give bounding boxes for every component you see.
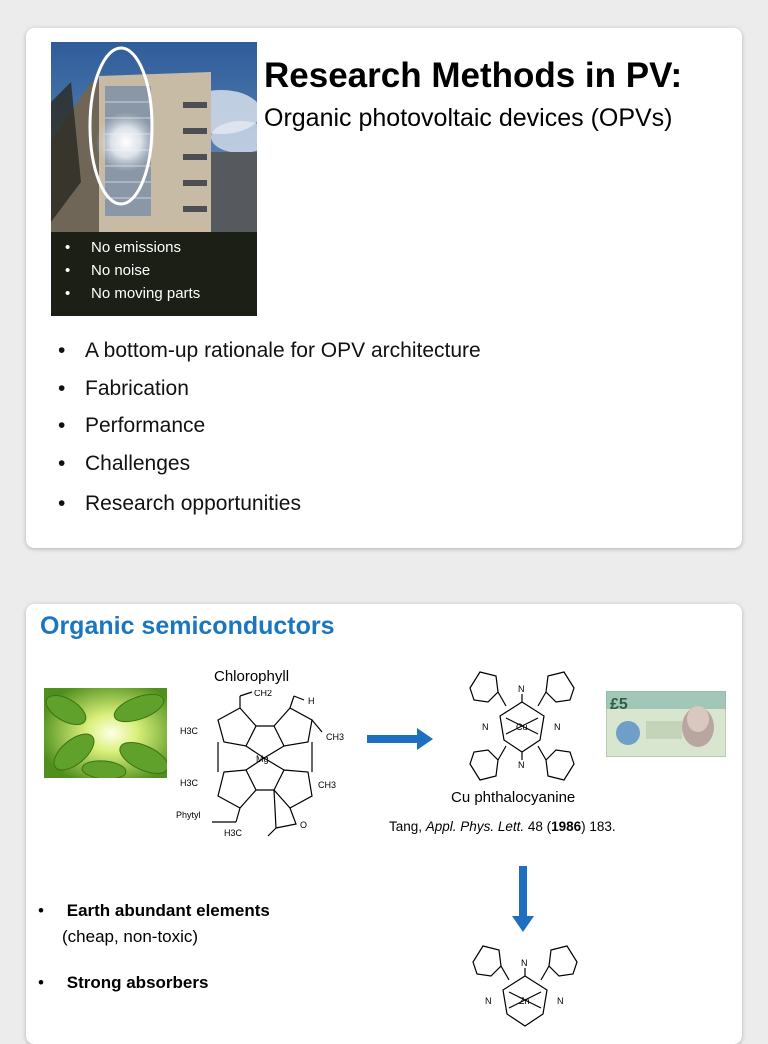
nitrogen-label: N: [482, 722, 489, 732]
properties-list: [38, 898, 270, 996]
zn-phthalocyanine-structure: [469, 944, 581, 1044]
nitrogen-label: N: [554, 722, 561, 732]
ref-author: Tang,: [389, 819, 426, 834]
photo-bullet: • No noise: [65, 259, 200, 282]
aldehyde-h-label: H: [308, 696, 315, 706]
cu-phthalocyanine-structure: [466, 670, 578, 782]
ref-pages: ) 183.: [581, 819, 616, 834]
cu-phthalocyanine-label: Cu phthalocyanine: [451, 789, 576, 806]
ref-journal: Appl. Phys. Lett.: [425, 819, 525, 834]
ref-year: 1986: [551, 819, 582, 834]
mg-atom: Mg: [256, 754, 269, 764]
property-detail: (cheap, non-toxic): [62, 927, 199, 946]
outline-item: • Fabrication: [58, 374, 481, 412]
nitrogen-label: N: [518, 760, 525, 770]
slide-subtitle: Organic photovoltaic devices (OPVs): [264, 104, 673, 132]
leaf-photo: [44, 688, 167, 778]
property-item: [38, 898, 270, 950]
methyl-label: H3C: [180, 726, 199, 736]
slide-research-methods: [26, 28, 742, 548]
vinyl-label: CH2: [254, 690, 273, 698]
outline-item: • Performance: [58, 411, 481, 449]
outline-item: • A bottom-up rationale for OPV architecture: [58, 336, 481, 374]
chlorophyll-structure: [176, 690, 352, 840]
nitrogen-label: N: [518, 684, 525, 694]
ref-volume: 48 (: [524, 819, 552, 834]
outline-item: • Research opportunities: [58, 489, 481, 527]
arrow-down-icon: [512, 866, 534, 932]
methyl-label: CH3: [326, 732, 345, 742]
photo-bullet-list: [65, 236, 200, 305]
methyl-label: H3C: [180, 778, 199, 788]
nitrogen-label: N: [485, 996, 492, 1006]
outline-list: [58, 336, 481, 527]
slide-title: Organic semiconductors: [40, 612, 335, 640]
outline-item: • Challenges: [58, 449, 481, 487]
property-heading: Earth abundant elements: [66, 901, 270, 920]
cu-atom: Cu: [516, 722, 528, 732]
methyl-label: CH3: [318, 780, 337, 790]
slide-organic-semiconductors: [26, 604, 742, 1044]
property-item: [38, 970, 270, 996]
five-pound-banknote: [606, 691, 726, 757]
photo-bullet: • No emissions: [65, 236, 200, 259]
photo-bullet: • No moving parts: [65, 282, 200, 305]
phytyl-label: Phytyl: [176, 810, 201, 820]
nitrogen-label: N: [557, 996, 564, 1006]
property-heading: Strong absorbers: [66, 973, 209, 992]
oxygen-label: O: [300, 820, 308, 830]
nitrogen-label: N: [521, 958, 528, 968]
chlorophyll-label: Chlorophyll: [214, 668, 290, 685]
reference-citation: [389, 819, 616, 834]
methyl-label: H3C: [224, 828, 243, 838]
arrow-right-icon: [367, 728, 433, 750]
slide-title: Research Methods in PV:: [264, 56, 683, 95]
zn-atom: Zn: [519, 996, 530, 1006]
banknote-value: £5: [610, 696, 628, 713]
building-photo: [51, 42, 257, 316]
